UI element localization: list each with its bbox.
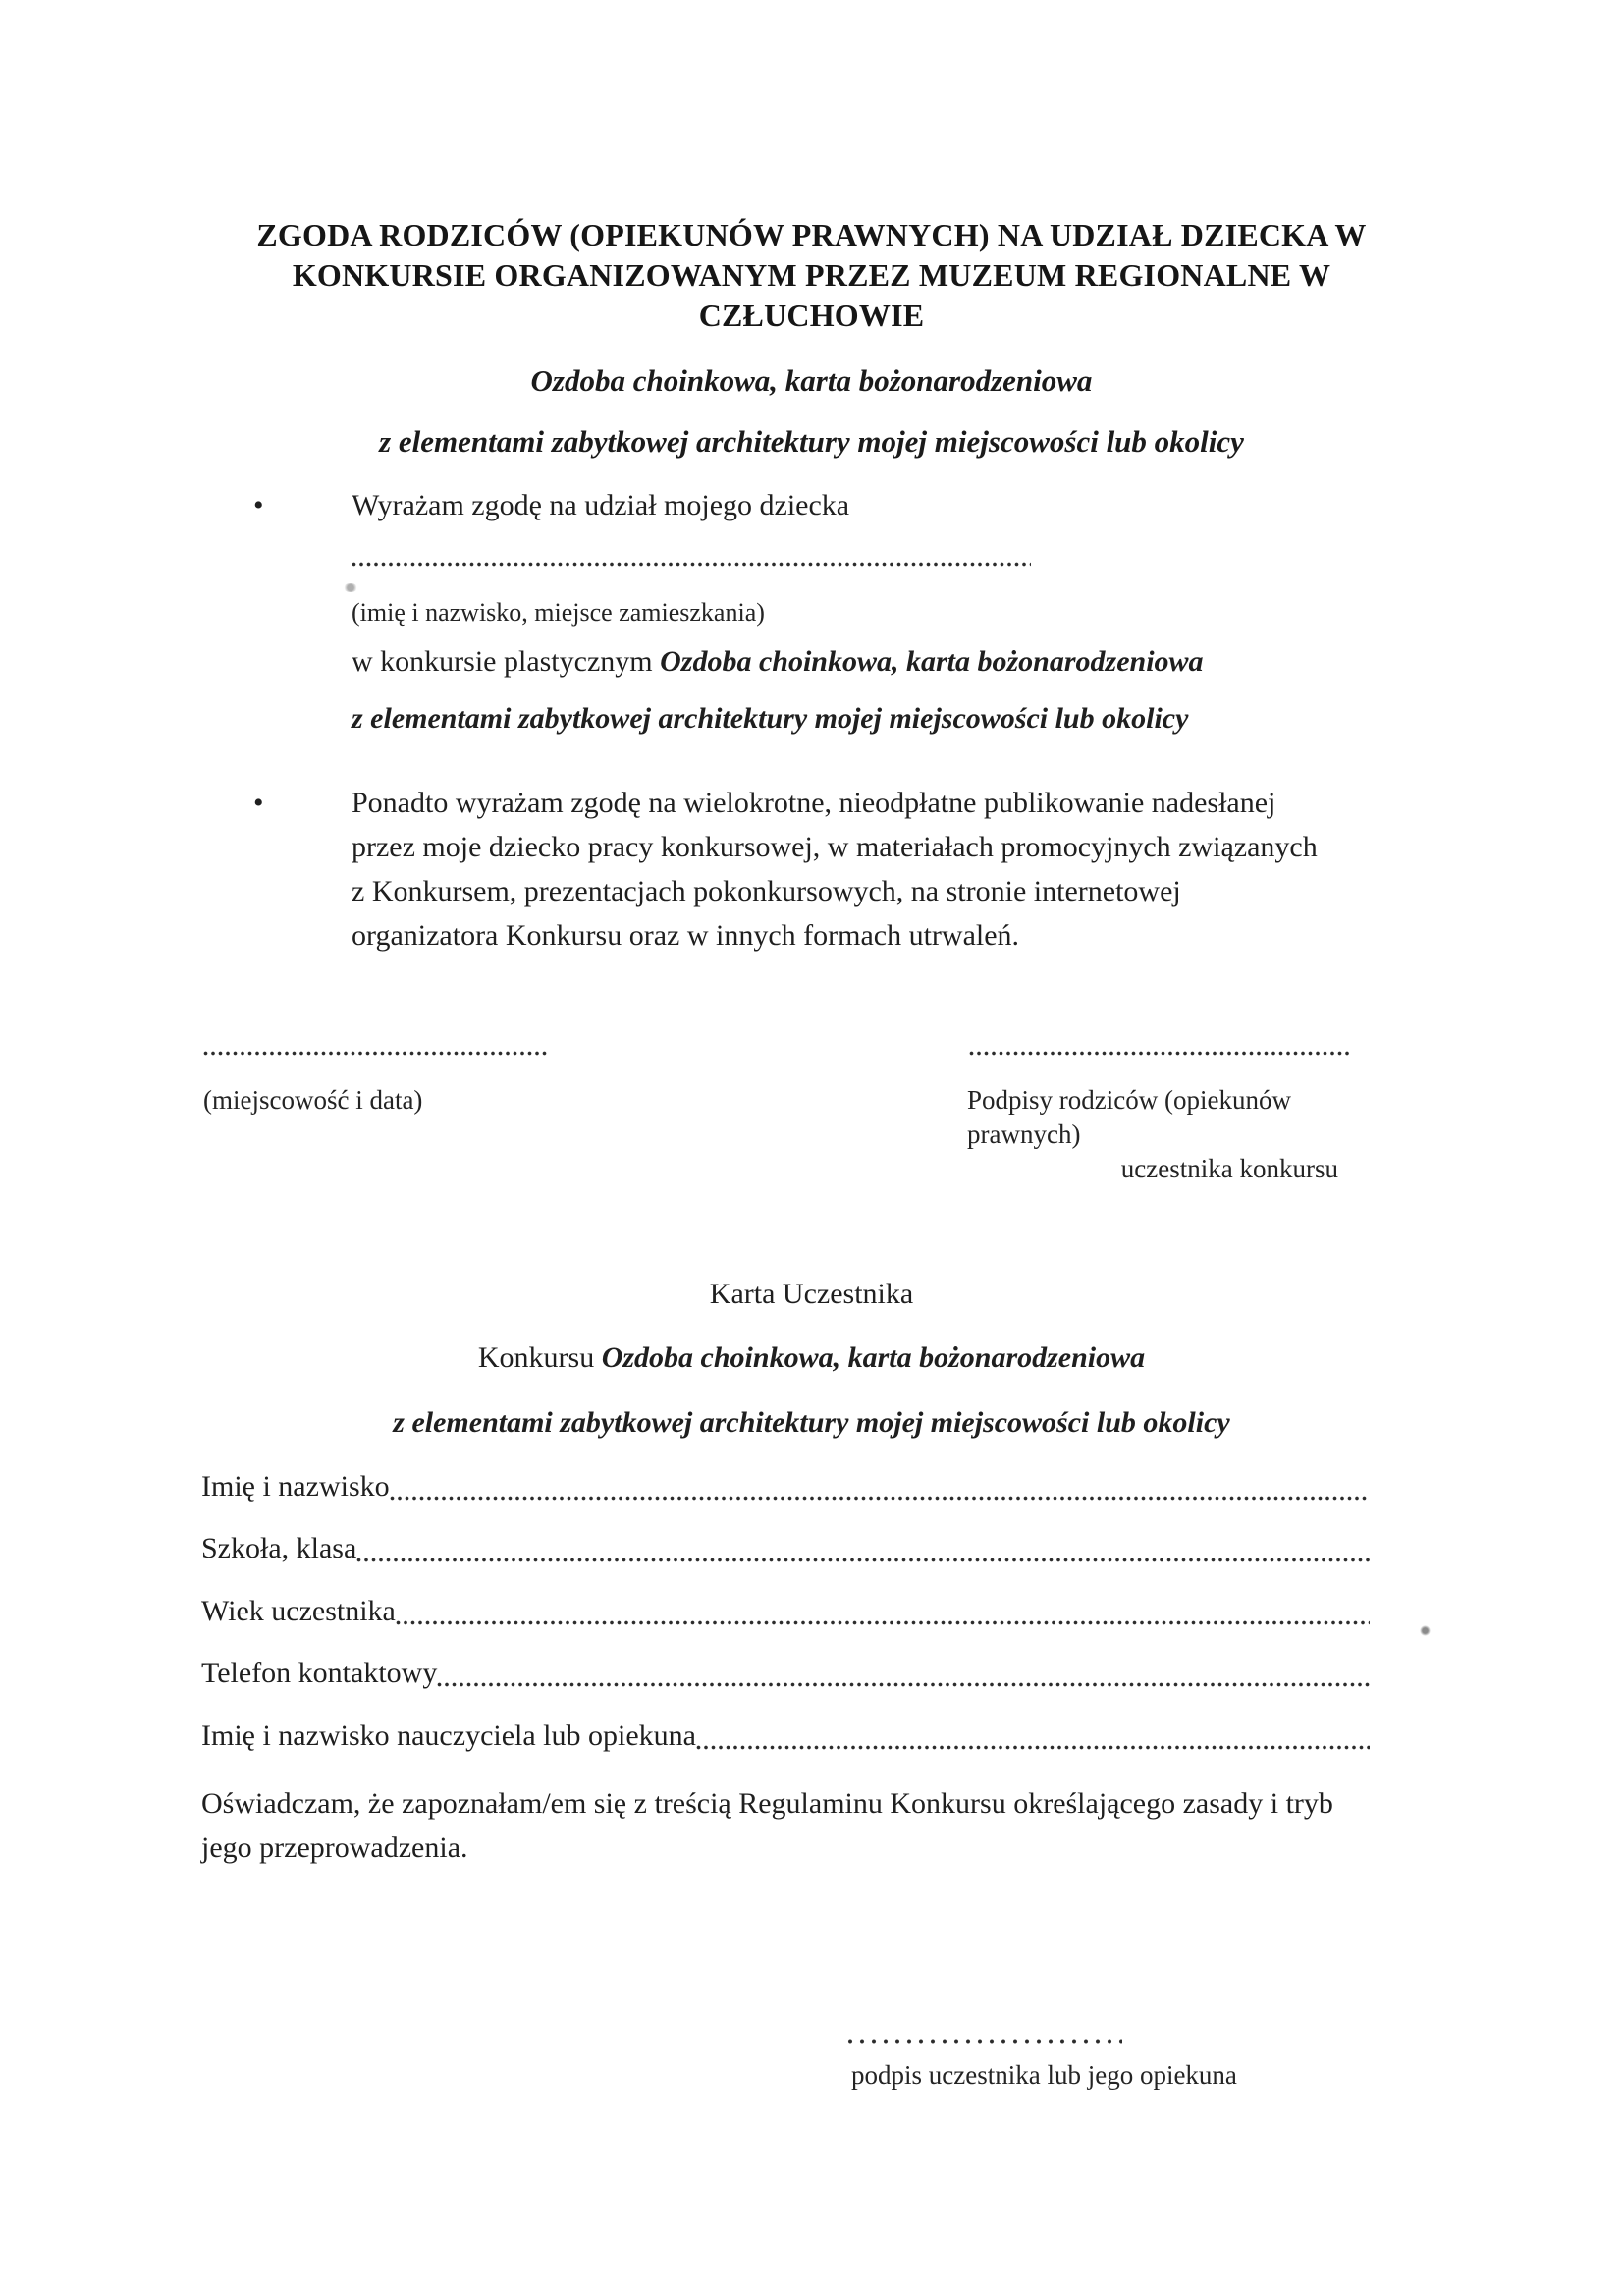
contest-reference-prefix: w konkursie plastycznym — [352, 645, 661, 678]
consent-statement-2-line-3: z Konkursem, prezentacjach pokonkursowych, na stronie internetowej — [352, 875, 1181, 907]
form-title-line-1: ZGODA RODZICÓW (OPIEKUNÓW PRAWNYCH) NA UDZIAŁ DZIECKA W — [256, 217, 1367, 252]
field-label: Szkoła, klasa — [201, 1532, 357, 1564]
contest-reference-title: Ozdoba choinkowa, karta bożonarodzeniowa — [660, 645, 1204, 678]
form-title-line-2: KONKURSIE ORGANIZOWANYM PRZEZ MUZEUM REGIONALNE W — [292, 257, 1331, 293]
field-fill-in-line — [356, 1558, 1370, 1562]
parent-signature-caption-line-1: Podpisy rodziców (opiekunów prawnych) — [967, 1085, 1291, 1149]
field-label: Imię i nazwisko — [201, 1470, 390, 1503]
field-row-telefon-kontaktowy — [201, 1653, 1370, 1694]
declaration-statement — [201, 1781, 1448, 1870]
contest-reference-line-2: z elementami zabytkowej architektury mojej miejscowości lub okolicy — [352, 702, 1189, 735]
field-row-szkola-klasa — [201, 1528, 1370, 1569]
place-date-caption: (miejscowość i data) — [203, 1085, 423, 1115]
participant-signature-fill-in-line — [847, 2039, 1122, 2044]
contest-name-line-1: Ozdoba choinkowa, karta bożonarodzeniowa — [530, 363, 1093, 398]
child-name-caption: (imię i nazwisko, miejsce zamieszkania) — [352, 598, 765, 627]
field-label: Imię i nazwisko nauczyciela lub opiekuna — [201, 1720, 696, 1752]
scan-artifact — [1420, 1625, 1431, 1636]
parent-signature-fill-in-line — [969, 1051, 1352, 1056]
consent-statement-2-line-4: organizatora Konkursu oraz w innych formach utrwaleń. — [352, 919, 1020, 952]
declaration-line-2: jego przeprowadzenia. — [201, 1831, 468, 1864]
form-title-line-3: CZŁUCHOWIE — [698, 298, 925, 333]
field-row-imie-i-nazwisko — [201, 1466, 1370, 1507]
form-title — [201, 215, 1422, 336]
consent-statement-1: Wyrażam zgodę na udział mojego dziecka — [352, 489, 850, 521]
child-name-fill-in-line — [352, 562, 1031, 567]
consent-statement-2 — [352, 781, 1432, 957]
place-date-fill-in-line — [203, 1051, 550, 1056]
field-fill-in-line — [396, 1620, 1370, 1625]
field-row-nauczyciel-opiekun — [201, 1716, 1370, 1757]
participant-card-heading: Karta Uczestnika — [709, 1278, 914, 1310]
field-fill-in-line — [390, 1496, 1370, 1501]
participant-signature-caption: podpis uczestnika lub jego opiekuna — [851, 2060, 1237, 2090]
field-label: Telefon kontaktowy — [201, 1657, 438, 1689]
parent-signature-caption — [967, 1083, 1358, 1186]
scan-artifact — [343, 583, 358, 592]
contest-name-line-2: z elementami zabytkowej architektury mojej miejscowości lub okolicy — [379, 424, 1244, 459]
field-label: Wiek uczestnika — [201, 1595, 396, 1627]
bullet-marker-1: • — [253, 489, 264, 521]
participant-card-subheading-prefix: Konkursu — [477, 1341, 602, 1374]
participant-card-subheading — [201, 1336, 1422, 1380]
participant-card-subheading-title: Ozdoba choinkowa, karta bożonarodzeniowa — [601, 1341, 1146, 1374]
participant-card-subheading-line-2: z elementami zabytkowej architektury mojej miejscowości lub okolicy — [393, 1406, 1230, 1439]
consent-statement-2-line-1: Ponadto wyrażam zgodę na wielokrotne, nieodpłatne publikowanie nadesłanej — [352, 787, 1276, 819]
bullet-marker-2: • — [253, 787, 264, 819]
field-row-wiek-uczestnika — [201, 1591, 1370, 1632]
field-fill-in-line — [696, 1745, 1370, 1750]
consent-statement-2-line-2: przez moje dziecko pracy konkursowej, w materiałach promocyjnych związanych — [352, 831, 1318, 863]
contest-reference-line — [352, 639, 1204, 683]
declaration-line-1: Oświadczam, że zapoznałam/em się z treścią Regulaminu Konkursu określającego zasady i tryb — [201, 1787, 1333, 1820]
parent-signature-caption-line-2: uczestnika konkursu — [1120, 1154, 1338, 1183]
field-fill-in-line — [437, 1682, 1370, 1687]
